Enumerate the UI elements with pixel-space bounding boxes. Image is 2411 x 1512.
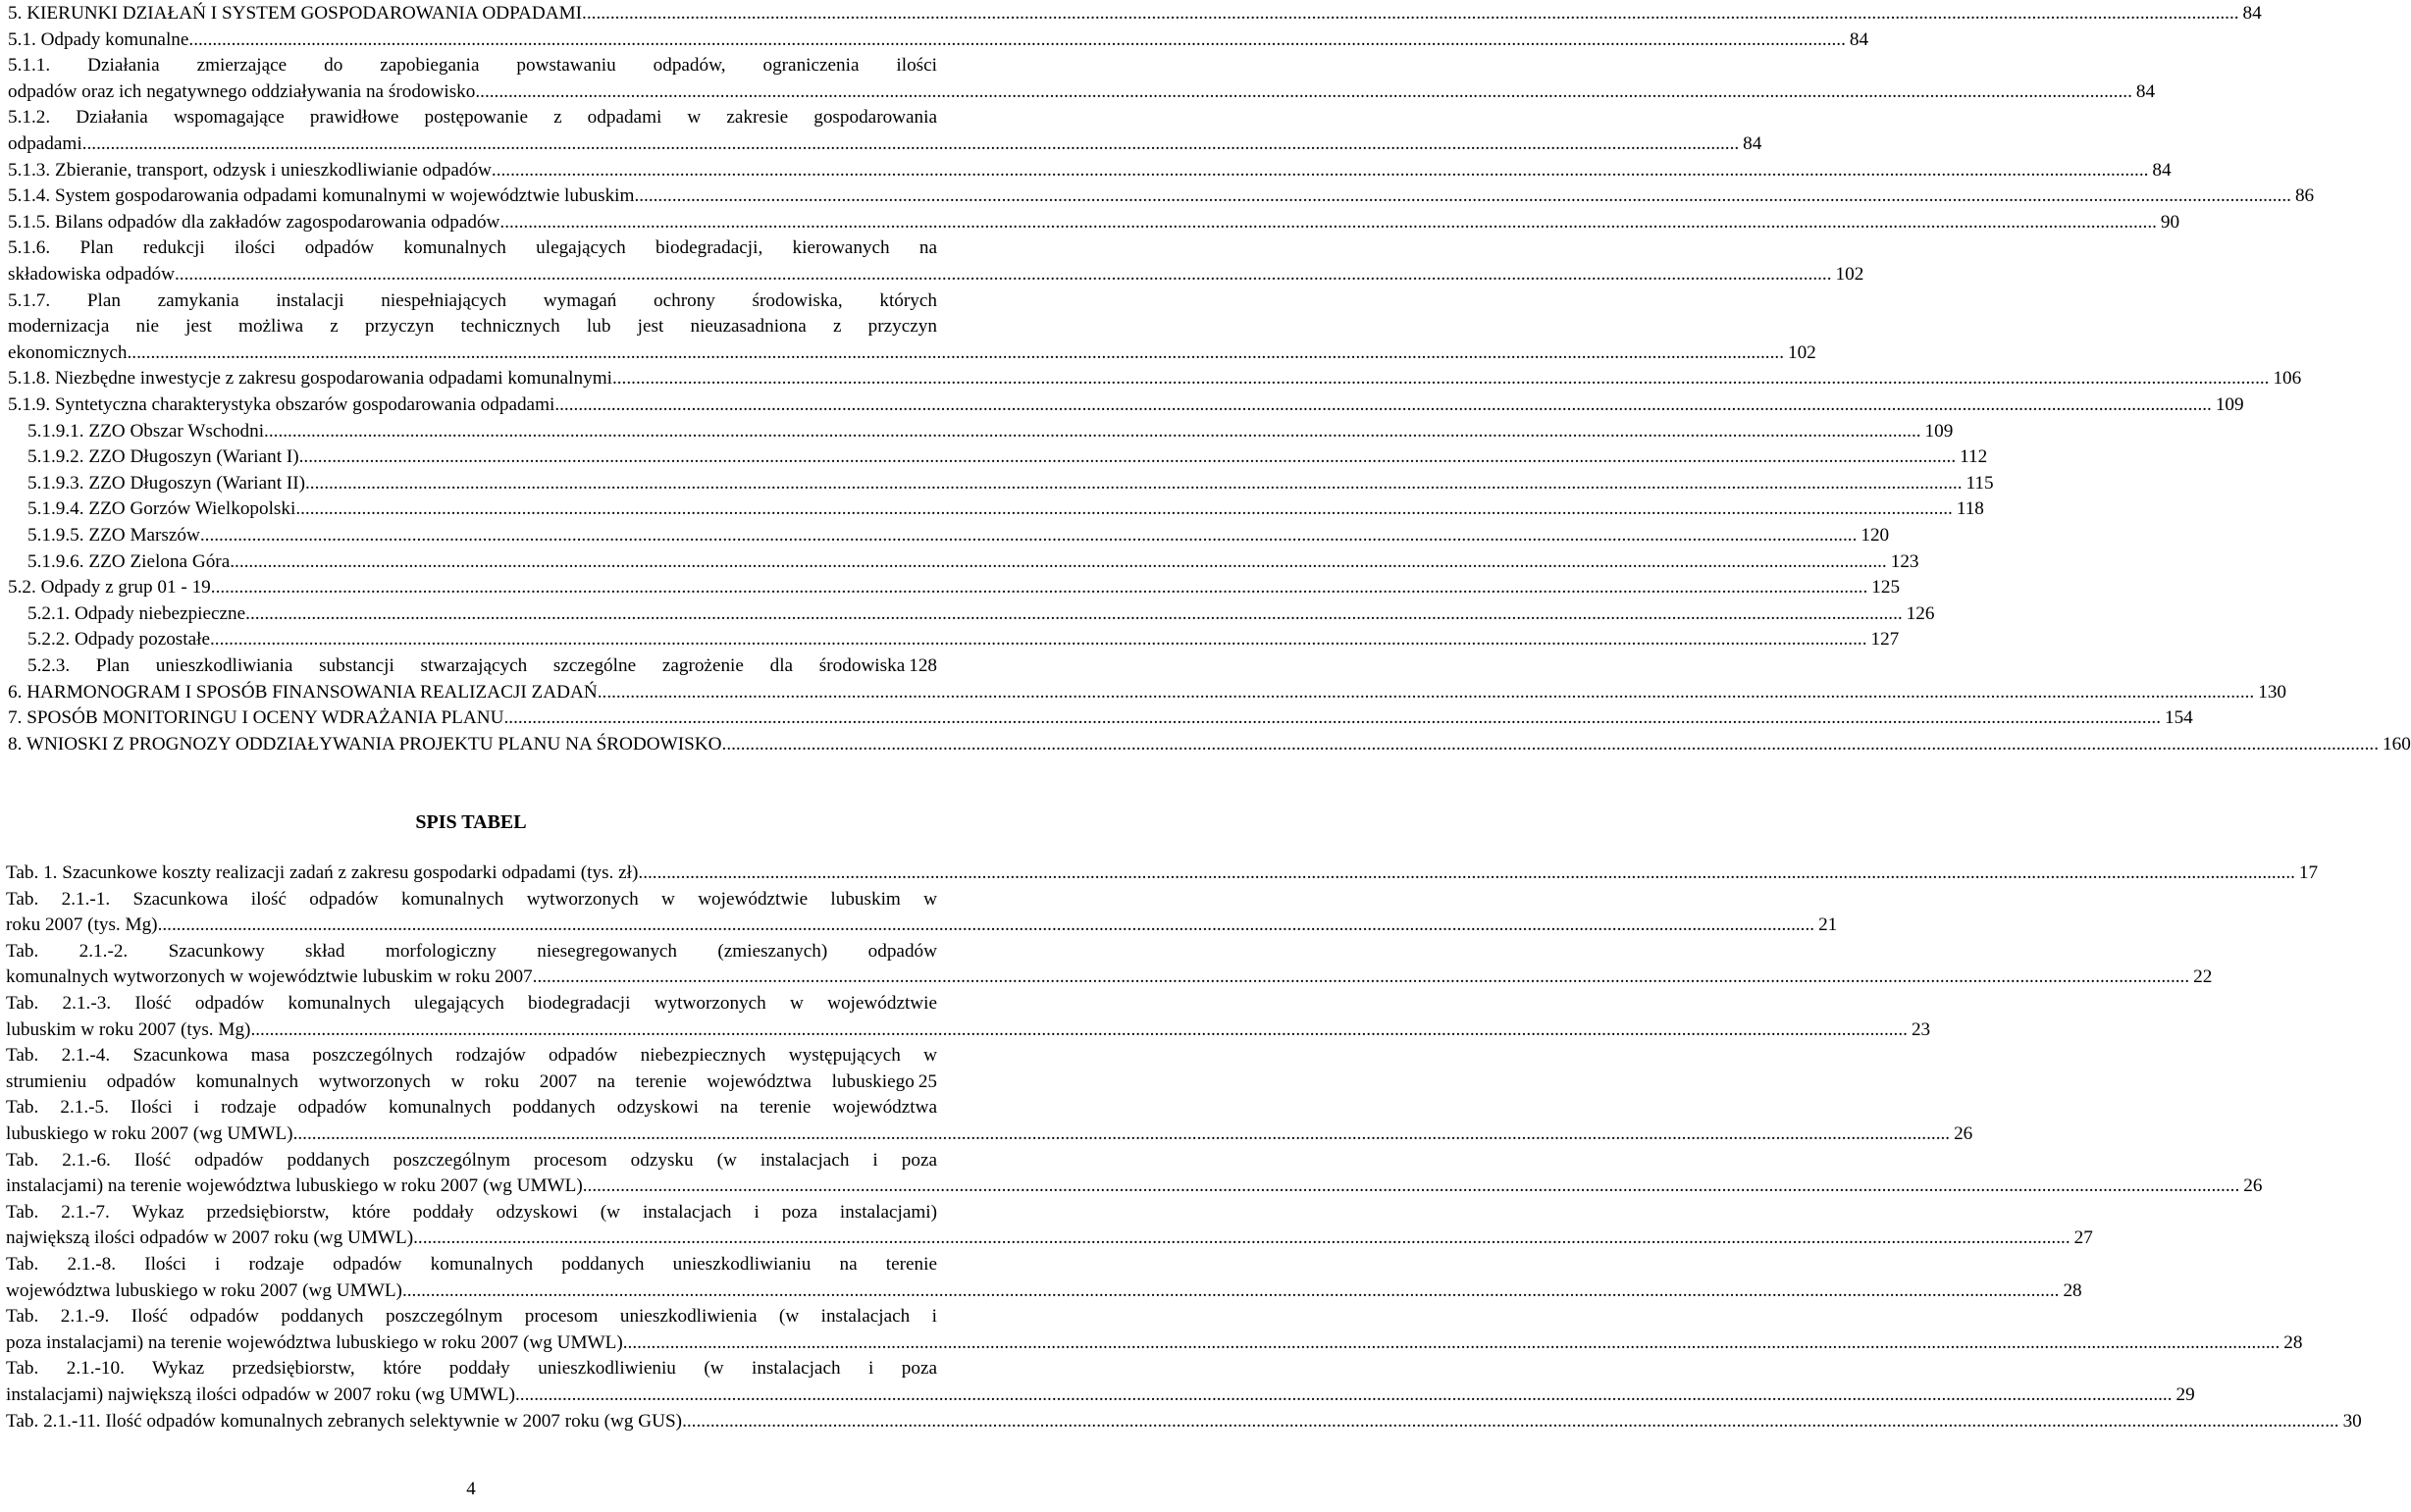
table-entry-text: instalacjami) największą ilości odpadów w 2007 roku (wg UMWL) [6, 1384, 515, 1405]
table-entry-text: Tab. 2.1.-10. Wykaz przedsiębiorstw, które poddały unieszkodliwieniu (w instalacjach i poza [6, 1358, 937, 1380]
table-entry-text: Tab. 2.1.-1. Szacunkowa ilość odpadów komunalnych wytworzonych w województwie lubuskim w [6, 888, 937, 910]
dot-leader [503, 705, 2161, 732]
dot-leader [230, 549, 1887, 576]
dot-leader [638, 860, 2295, 887]
toc-entry-page-number: 118 [1956, 498, 1984, 520]
table-entry-page-number: 21 [1818, 914, 1838, 936]
dot-leader [475, 79, 2132, 106]
dot-leader [722, 732, 2380, 758]
table-entry-text: instalacjami) na terenie województwa lubuskiego w roku 2007 (wg UMWL) [6, 1175, 583, 1197]
table-entry-text: Tab. 2.1.-9. Ilość odpadów poddanych poszczególnym procesom unieszkodliwienia (w instalacjach i [6, 1306, 937, 1328]
dot-leader [293, 1121, 1951, 1148]
toc-entry-text: 5.1.2. Działania wspomagające prawidłowe postępowanie z odpadami w zakresie gospodarowania [8, 107, 937, 129]
toc-entry[interactable] [0, 419, 1954, 445]
table-entry[interactable] [0, 1304, 937, 1330]
toc-entry[interactable] [0, 705, 2193, 732]
toc-entry-text: 5.1.9.5. ZZO Marszów [27, 525, 200, 546]
toc-entry-text: 7. SPOSÓB MONITORINGU I OCENY WDRAŻANIA PLANU [8, 707, 504, 729]
toc-entry-page-number: 120 [1861, 525, 1890, 546]
table-entry[interactable] [0, 887, 937, 913]
toc-entry[interactable] [0, 444, 1988, 471]
table-entry[interactable] [0, 965, 2213, 991]
toc-entry[interactable] [0, 314, 937, 340]
table-entry-text: największą ilości odpadów w 2007 roku (wg UMWL) [6, 1227, 414, 1249]
dot-leader [158, 912, 1815, 939]
dot-leader [533, 965, 2190, 991]
toc-entry-page-number: 84 [1849, 28, 1869, 50]
table-entry[interactable] [0, 860, 2319, 887]
table-entry[interactable] [0, 1121, 1973, 1148]
toc-entry[interactable] [0, 366, 2302, 392]
toc-entry[interactable] [0, 79, 2156, 106]
table-entry-page-number: 28 [2283, 1331, 2303, 1353]
toc-entry-text: 5.1.9.4. ZZO Gorzów Wielkopolski [27, 498, 296, 520]
table-entry[interactable] [0, 1252, 937, 1278]
toc-entry-text: 5.2.3. Plan unieszkodliwiania substancji stwarzających szczególne zagrożenie dla środowiska [27, 655, 906, 676]
table-entry[interactable] [0, 1200, 937, 1226]
dot-leader [210, 627, 1867, 653]
toc-entry-page-number: 126 [1906, 602, 1935, 624]
toc-entry[interactable] [0, 262, 1864, 288]
toc-entry[interactable] [0, 653, 937, 680]
toc-entry[interactable] [0, 288, 937, 315]
toc-entry-page-number: 127 [1870, 629, 1900, 651]
toc-entry[interactable] [0, 680, 2286, 706]
dot-leader [554, 392, 2212, 419]
dot-leader [582, 1, 2239, 27]
toc-entry[interactable] [0, 235, 937, 262]
toc-entry-text: odpadami [8, 133, 82, 154]
table-entry-text: Tab. 2.1.-3. Ilość odpadów komunalnych ulegających biodegradacji wytworzonych w województwie [6, 993, 937, 1014]
table-entry[interactable] [0, 1225, 2093, 1252]
dot-leader [492, 158, 2149, 184]
toc-entry-text: składowiska odpadów [8, 264, 175, 285]
toc-entry-page-number: 130 [2258, 681, 2286, 703]
table-entry[interactable] [0, 1069, 937, 1096]
table-entry-page-number: 25 [917, 1070, 937, 1092]
toc-entry-text: 5.1. Odpady komunalne [8, 28, 189, 50]
table-entry-page-number: 28 [2063, 1279, 2082, 1301]
table-entry-text: województwa lubuskiego w roku 2007 (wg UMWL) [6, 1279, 402, 1301]
table-entry-text: Tab. 2.1.-7. Wykaz przedsiębiorstw, które poddały odzyskowi (w instalacjach i poza instalacjami) [6, 1201, 937, 1223]
toc-entry[interactable] [0, 392, 2244, 419]
dot-leader [188, 27, 1846, 54]
table-entry-page-number: 26 [2243, 1175, 2263, 1197]
toc-entry[interactable] [0, 549, 1919, 576]
toc-entry-text: 5.2.1. Odpady niebezpieczne [27, 602, 246, 624]
table-entry[interactable] [0, 912, 1838, 939]
toc-entry[interactable] [0, 575, 1901, 601]
toc-entry-page-number: 90 [2160, 211, 2180, 233]
toc-entry-text: modernizacja nie jest możliwa z przyczyn technicznych lub jest nieuzasadniona z przyczyn [8, 316, 937, 338]
toc-entry-page-number: 160 [2383, 733, 2411, 755]
toc-entry-text: 5.2. Odpady z grup 01 - 19 [8, 577, 211, 599]
dot-leader [413, 1225, 2070, 1252]
table-entry[interactable] [0, 939, 937, 965]
table-entry-page-number: 17 [2298, 862, 2319, 883]
toc-entry[interactable] [0, 183, 2315, 210]
table-entry-text: Tab. 2.1.-8. Ilości i rodzaje odpadów komunalnych poddanych unieszkodliwianiu na terenie [6, 1254, 937, 1275]
toc-entry-page-number: 128 [909, 655, 937, 676]
dot-leader [82, 131, 1740, 158]
toc-entry[interactable] [0, 471, 1994, 497]
table-entry-text: Tab. 2.1.-4. Szacunkowa masa poszczególnych rodzajów odpadów niebezpiecznych występujących w [6, 1045, 937, 1067]
table-entry-text: komunalnych wytworzonych w województwie lubuskim w roku 2007 [6, 966, 533, 988]
toc-entry-text: 5.1.9.2. ZZO Długoszyn (Wariant I) [27, 446, 299, 468]
toc-entry-text: 5.1.9.3. ZZO Długoszyn (Wariant II) [27, 472, 305, 494]
table-entry-text: Tab. 2.1.-2. Szacunkowy skład morfologiczny niesegregowanych (zmieszanych) odpadów [6, 940, 937, 962]
table-entry[interactable] [0, 1409, 2362, 1435]
page-number: 4 [466, 1479, 476, 1499]
toc-entry-page-number: 84 [2242, 3, 2262, 24]
toc-entry-text: odpadów oraz ich negatywnego oddziaływania na środowisko [8, 80, 476, 102]
table-entry-text: strumieniu odpadów komunalnych wytworzonych w roku 2007 na terenie województwa lubuskiego [6, 1070, 915, 1092]
toc-entry[interactable] [0, 523, 1890, 549]
toc-entry-page-number: 84 [1743, 133, 1762, 154]
toc-entry-text: 5.1.1. Działania zmierzające do zapobiegania powstawaniu odpadów, ograniczenia ilości [8, 55, 937, 77]
toc-entry-text: 5.1.8. Niezbędne inwestycje z zakresu gospodarowania odpadami komunalnymi [8, 368, 612, 390]
toc-entry[interactable] [0, 627, 1900, 653]
section-heading: SPIS TABEL [415, 811, 527, 833]
dot-leader [295, 496, 1953, 523]
dot-leader [682, 1409, 2339, 1435]
dot-leader [175, 262, 1832, 288]
table-entry[interactable] [0, 1173, 2263, 1200]
toc-entry-text: 5.1.3. Zbieranie, transport, odzysk i unieszkodliwianie odpadów [8, 159, 492, 181]
dot-leader [245, 601, 1903, 628]
dot-leader [623, 1330, 2280, 1357]
toc-entry-page-number: 123 [1890, 550, 1919, 572]
table-entry[interactable] [0, 1148, 937, 1174]
toc-entry[interactable] [0, 53, 937, 79]
table-entry-page-number: 22 [2193, 966, 2213, 988]
dot-leader [499, 210, 2157, 236]
dot-leader [598, 680, 2255, 706]
dot-leader [211, 575, 1868, 601]
toc-entry-page-number: 154 [2164, 707, 2193, 729]
dot-leader [305, 471, 1963, 497]
table-entry-page-number: 29 [2175, 1384, 2195, 1405]
table-entry[interactable] [0, 991, 937, 1017]
toc-entry-text: 5.1.9.1. ZZO Obszar Wschodni [27, 420, 265, 442]
toc-entry-page-number: 125 [1871, 577, 1901, 599]
toc-entry-text: 5.2.2. Odpady pozostałe [27, 629, 210, 651]
toc-entry-text: 6. HARMONOGRAM I SPOSÓB FINANSOWANIA REALIZACJI ZADAŃ [8, 681, 598, 703]
dot-leader [612, 366, 2270, 392]
table-entry-page-number: 26 [1954, 1123, 1973, 1144]
toc-entry[interactable] [0, 601, 1935, 628]
toc-entry[interactable] [0, 27, 1869, 54]
toc-entry[interactable] [0, 131, 1762, 158]
toc-entry-page-number: 102 [1787, 341, 1816, 363]
table-entry-page-number: 23 [1911, 1018, 1931, 1040]
dot-leader [583, 1173, 2240, 1200]
dot-leader [250, 1017, 1908, 1044]
toc-entry[interactable] [0, 340, 1816, 367]
toc-entry-text: 5.1.5. Bilans odpadów dla zakładów zagospodarowania odpadów [8, 211, 500, 233]
table-entry[interactable] [0, 1382, 2195, 1409]
toc-entry-page-number: 102 [1835, 264, 1864, 285]
dot-leader [634, 183, 2291, 210]
toc-entry[interactable] [0, 210, 2180, 236]
table-entry-page-number: 30 [2342, 1410, 2362, 1432]
toc-entry-text: 8. WNIOSKI Z PROGNOZY ODDZIAŁYWANIA PROJEKTU PLANU NA ŚRODOWISKO [8, 733, 722, 755]
toc-entry-text: 5.1.9.6. ZZO Zielona Góra [27, 550, 231, 572]
toc-entry-page-number: 112 [1960, 446, 1988, 468]
table-entry-text: lubuskim w roku 2007 (tys. Mg) [6, 1018, 251, 1040]
toc-entry[interactable] [0, 158, 2172, 184]
dot-leader [515, 1382, 2173, 1409]
table-entry[interactable] [0, 1356, 937, 1382]
table-entry-text: Tab. 2.1.-5. Ilości i rodzaje odpadów komunalnych poddanych odzyskowi na terenie województwa [6, 1097, 937, 1119]
table-entry-text: roku 2007 (tys. Mg) [6, 914, 158, 936]
toc-entry-page-number: 84 [2152, 159, 2172, 181]
toc-entry-page-number: 106 [2273, 368, 2302, 390]
toc-entry-page-number: 115 [1965, 472, 1994, 494]
table-entry[interactable] [0, 1330, 2303, 1357]
toc-entry-page-number: 84 [2135, 80, 2156, 102]
dot-leader [264, 419, 1921, 445]
toc-entry[interactable] [0, 1, 2262, 27]
dot-leader [402, 1278, 2060, 1305]
toc-entry-text: 5.1.7. Plan zamykania instalacji niespełniających wymagań ochrony środowiska, których [8, 289, 937, 311]
table-entry[interactable] [0, 1095, 937, 1121]
toc-entry[interactable] [0, 105, 937, 131]
toc-entry[interactable] [0, 732, 2411, 758]
toc-entry-text: 5.1.4. System gospodarowania odpadami komunalnymi w województwie lubuskim [8, 185, 635, 207]
table-entry-text: lubuskiego w roku 2007 (wg UMWL) [6, 1123, 293, 1144]
table-entry[interactable] [0, 1043, 937, 1069]
toc-entry[interactable] [0, 496, 1984, 523]
table-entry-text: Tab. 1. Szacunkowe koszty realizacji zadań z zakresu gospodarki odpadami (tys. zł) [6, 862, 639, 883]
toc-entry-text: 5.1.6. Plan redukcji ilości odpadów komunalnych ulegających biodegradacji, kierowanych na [8, 237, 937, 259]
table-entry-text: poza instalacjami) na terenie województwa lubuskiego w roku 2007 (wg UMWL) [6, 1331, 623, 1353]
dot-leader [299, 444, 1957, 471]
toc-entry-text: ekonomicznych [8, 341, 128, 363]
table-entry[interactable] [0, 1278, 2082, 1305]
table-entry-text: Tab. 2.1.-6. Ilość odpadów poddanych poszczególnym procesom odzysku (w instalacjach i poza [6, 1149, 937, 1171]
toc-entry-text: 5. KIERUNKI DZIAŁAŃ I SYSTEM GOSPODAROWANIA ODPADAMI [8, 3, 583, 24]
toc-entry-page-number: 109 [2215, 394, 2244, 415]
table-entry[interactable] [0, 1017, 1931, 1044]
table-entry-page-number: 27 [2073, 1227, 2093, 1249]
dot-leader [127, 340, 1784, 367]
dot-leader [200, 523, 1858, 549]
table-entry-text: Tab. 2.1.-11. Ilość odpadów komunalnych zebranych selektywnie w 2007 roku (wg GUS) [6, 1410, 683, 1432]
toc-entry-page-number: 86 [2294, 185, 2315, 207]
toc-entry-text: 5.1.9. Syntetyczna charakterystyka obszarów gospodarowania odpadami [8, 394, 555, 415]
toc-entry-page-number: 109 [1924, 420, 1954, 442]
